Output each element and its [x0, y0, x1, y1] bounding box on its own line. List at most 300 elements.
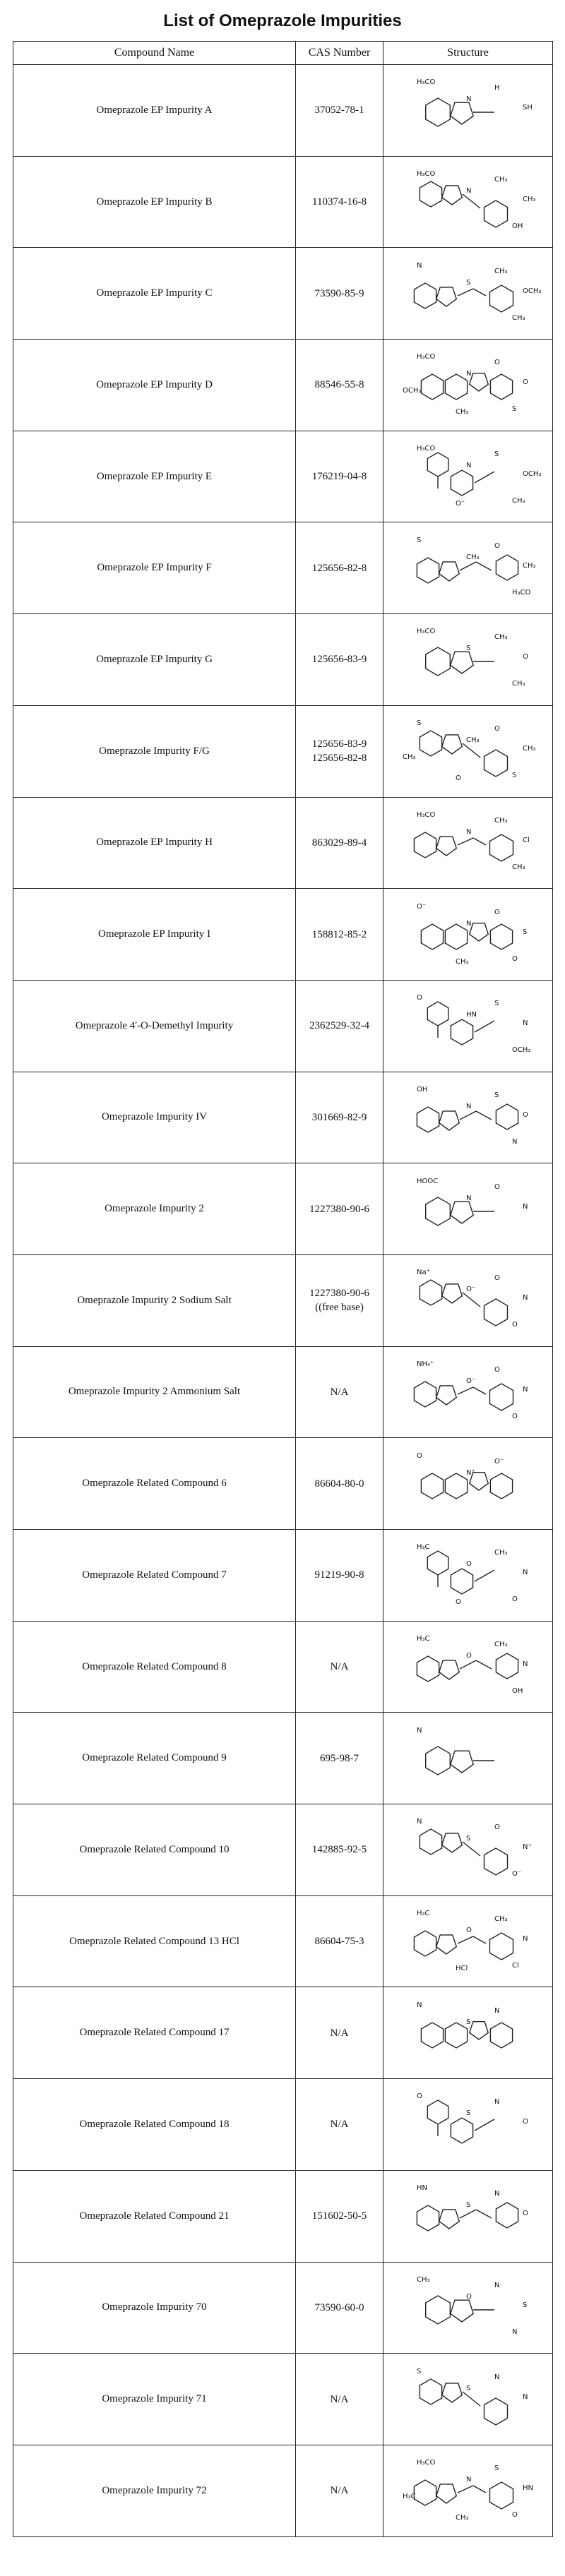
structure-atom-label: O [522, 2210, 528, 2218]
cas-number [296, 431, 383, 522]
chemical-structure-diagram [388, 984, 548, 1067]
cas-number [296, 2262, 383, 2354]
structure-atom-label: S [494, 450, 499, 459]
table-row [13, 2354, 553, 2445]
chemical-structure-diagram [388, 1808, 548, 1891]
chemical-structure-diagram [388, 1350, 548, 1434]
structure-atom-label: H₃CO [416, 353, 435, 361]
structure-atom-label: SH [522, 104, 533, 112]
structure-atom-label: Cl [511, 1962, 519, 1970]
structure-cell [383, 2445, 553, 2536]
table-row [13, 1163, 553, 1255]
structure-cell [383, 1804, 553, 1896]
structure-cell [383, 614, 553, 706]
cas-number-value: 1227380-90-6 [309, 1288, 369, 1300]
structure-atom-label: N [465, 95, 471, 104]
cas-number-value: 863029-89-4 [311, 837, 367, 849]
compound-name: Omeprazole EP Impurity F [13, 522, 296, 614]
structure-cell [383, 65, 553, 157]
structure-atom-label: S [416, 2367, 421, 2376]
cas-number-value: 1227380-90-6 [309, 1203, 369, 1215]
structure-atom-label: N [416, 1726, 422, 1735]
structure-atom-label: N [416, 2001, 422, 2009]
structure-atom-label: N [465, 827, 471, 836]
table-row [13, 431, 553, 522]
structure-atom-label: S [465, 2109, 470, 2118]
structure-cell [383, 1438, 553, 1530]
structure-atom-label: N [522, 1202, 528, 1211]
structure-atom-label: N [522, 1019, 528, 1028]
structure-atom-label: HCl [455, 1965, 468, 1973]
compound-name: Omeprazole Impurity 71 [13, 2354, 296, 2445]
structure-atom-label: H₃CO [416, 2459, 435, 2467]
cas-number-value: 86604-80-0 [314, 1478, 364, 1490]
structure-atom-label: H₃CO [416, 445, 435, 453]
chemical-structure-diagram [388, 1717, 548, 1800]
structure-atom-label: CH₃ [494, 1549, 508, 1557]
table-row [13, 797, 553, 889]
compound-name: Omeprazole EP Impurity D [13, 340, 296, 431]
compound-name: Omeprazole Related Compound 10 [13, 1804, 296, 1896]
structure-atom-label: CH₃ [455, 957, 469, 966]
structure-atom-label: O [522, 653, 528, 661]
structure-cell [383, 2354, 553, 2445]
cas-number [296, 2170, 383, 2262]
structure-cell [383, 889, 553, 981]
structure-atom-label: CH₃ [465, 736, 480, 745]
chemical-structure-diagram [388, 527, 548, 610]
structure-atom-label: N [522, 1294, 528, 1302]
cas-number [296, 1254, 383, 1346]
compound-name: Omeprazole Related Compound 6 [13, 1438, 296, 1530]
compound-name: Omeprazole Related Compound 18 [13, 2079, 296, 2171]
structure-atom-label: N [416, 1818, 422, 1826]
cas-number-value: 2362529-32-4 [309, 1020, 369, 1032]
chemical-structure-diagram [388, 1991, 548, 2075]
cas-number-value: 86604-75-3 [314, 1936, 364, 1948]
structure-atom-label: N [465, 370, 471, 378]
table-row [13, 1987, 553, 2079]
table-row [13, 1895, 553, 1987]
compound-name: Omeprazole Related Compound 7 [13, 1530, 296, 1622]
cas-number [296, 1346, 383, 1438]
structure-atom-label: N [494, 2006, 499, 2015]
structure-cell [383, 2262, 553, 2354]
cas-number [296, 1895, 383, 1987]
table-row [13, 1530, 553, 1622]
table-row [13, 1438, 553, 1530]
compound-name: Omeprazole Impurity 2 Sodium Salt [13, 1254, 296, 1346]
structure-atom-label: O [522, 378, 528, 387]
cas-number [296, 1621, 383, 1713]
compound-name: Omeprazole EP Impurity B [13, 156, 296, 248]
structure-atom-label: H₃C [416, 1543, 430, 1552]
structure-atom-label: N [494, 2373, 499, 2381]
structure-atom-label: CH₃ [494, 1641, 508, 1649]
structure-cell [383, 2170, 553, 2262]
impurity-table [13, 41, 553, 2537]
structure-atom-label: N [465, 187, 471, 196]
structure-atom-label: OH [511, 1687, 523, 1696]
structure-atom-label: S [465, 2201, 470, 2210]
structure-atom-label: OCH₃ [522, 287, 541, 295]
table-row [13, 889, 553, 981]
structure-atom-label: HOOC [416, 1177, 438, 1185]
structure-atom-label: S [494, 1091, 499, 1099]
compound-name: Omeprazole Impurity 72 [13, 2445, 296, 2536]
cas-number [296, 1713, 383, 1804]
cas-number [296, 889, 383, 981]
structure-atom-label: CH₃ [511, 680, 525, 688]
cas-number-value: 125656-82-8 [311, 562, 367, 574]
chemical-structure-diagram [388, 1168, 548, 1251]
structure-atom-label: O⁻ [416, 902, 426, 911]
structure-cell [383, 156, 553, 248]
cas-number-value: 301669-82-9 [311, 1111, 367, 1123]
structure-atom-label: CH₃ [494, 1915, 508, 1924]
structure-atom-label: N [494, 2190, 499, 2198]
cas-number-value: 151602-50-5 [311, 2210, 367, 2222]
structure-atom-label: O [416, 1451, 422, 1460]
structure-atom-label: CH₃ [511, 497, 525, 505]
structure-atom-label: CH₃ [494, 633, 508, 642]
structure-atom-label: O [494, 1365, 500, 1374]
cas-number-value: N/A [330, 1661, 349, 1673]
table-row [13, 1346, 553, 1438]
chemical-structure-diagram [388, 1442, 548, 1526]
structure-atom-label: N [465, 1194, 471, 1202]
structure-atom-label: O⁻ [465, 1377, 475, 1385]
structure-atom-label: S [522, 928, 527, 936]
structure-atom-label: HN [522, 2484, 533, 2493]
cas-number [296, 1530, 383, 1622]
compound-name: Omeprazole EP Impurity A [13, 65, 296, 157]
structure-atom-label: CH₃ [455, 2514, 469, 2522]
cas-number-value: 37052-78-1 [314, 104, 364, 116]
structure-atom-label: S [416, 536, 421, 544]
structure-atom-label: O [455, 774, 461, 783]
structure-atom-label: O⁻ [455, 500, 465, 508]
structure-cell [383, 1895, 553, 1987]
compound-name: Omeprazole EP Impurity E [13, 431, 296, 522]
compound-name: Omeprazole Impurity 2 [13, 1163, 296, 1255]
table-row [13, 1254, 553, 1346]
structure-atom-label: CH₃ [416, 2275, 430, 2284]
chemical-structure-diagram [388, 252, 548, 335]
cas-number [296, 522, 383, 614]
structure-atom-label: N [494, 2098, 499, 2107]
table-row [13, 1713, 553, 1804]
chemical-structure-diagram [388, 801, 548, 885]
cas-number [296, 248, 383, 340]
structure-atom-label: OCH₃ [511, 1046, 530, 1055]
cas-number-value: N/A [330, 2119, 349, 2131]
cas-number [296, 2354, 383, 2445]
column-header-cas-number: CAS Number [296, 42, 383, 65]
cas-number-value: 73590-85-9 [314, 287, 364, 299]
structure-atom-label: S [465, 278, 470, 287]
structure-atom-label: NH₄⁺ [416, 1360, 434, 1368]
cas-number-value: 176219-04-8 [311, 471, 367, 483]
structure-atom-label: N [522, 1935, 528, 1943]
table-row [13, 705, 553, 797]
cas-number-value: 125656-83-9 [311, 654, 367, 666]
structure-atom-label: OCH₃ [402, 387, 421, 395]
structure-cell [383, 2079, 553, 2171]
structure-cell [383, 1346, 553, 1438]
structure-cell [383, 1987, 553, 2079]
cas-number-value: 142885-92-5 [311, 1844, 367, 1856]
compound-name: Omeprazole EP Impurity C [13, 248, 296, 340]
structure-atom-label: N [522, 2392, 528, 2401]
structure-atom-label: O [511, 1321, 518, 1329]
structure-atom-label: O [494, 725, 500, 733]
table-row [13, 614, 553, 706]
structure-atom-label: O [465, 2292, 472, 2301]
compound-name: Omeprazole EP Impurity I [13, 889, 296, 981]
structure-atom-label: O [494, 1274, 500, 1283]
chemical-structure-diagram [388, 709, 548, 793]
compound-name: Omeprazole Impurity 2 Ammonium Salt [13, 1346, 296, 1438]
structure-atom-label: O [511, 954, 518, 963]
structure-atom-label: H₃CO [416, 810, 435, 819]
cas-number-value: 73590-60-0 [314, 2301, 364, 2313]
cas-number [296, 797, 383, 889]
cas-number-secondary: ((free base) [315, 1302, 364, 1314]
table-row [13, 1804, 553, 1896]
compound-name: Omeprazole 4'-O-Demethyl Impurity [13, 980, 296, 1072]
cas-number [296, 2445, 383, 2536]
table-row [13, 2445, 553, 2536]
structure-atom-label: CH₃ [402, 753, 416, 762]
chemical-structure-diagram [388, 2266, 548, 2349]
structure-cell [383, 1713, 553, 1804]
cas-number [296, 2079, 383, 2171]
cas-number [296, 980, 383, 1072]
structure-atom-label: O [522, 2118, 528, 2126]
structure-atom-label: N [522, 1385, 528, 1394]
structure-atom-label: O [455, 1598, 461, 1607]
structure-atom-label: CH₃ [465, 553, 480, 561]
chemical-structure-diagram [388, 2358, 548, 2441]
structure-atom-label: O⁻ [465, 1286, 475, 1294]
chemical-structure-diagram [388, 2174, 548, 2258]
table-row [13, 156, 553, 248]
table-row [13, 2262, 553, 2354]
structure-atom-label: S [465, 2384, 470, 2392]
cas-number-value: 158812-85-2 [311, 928, 367, 940]
structure-atom-label: S [494, 1000, 499, 1008]
table-header-row [13, 42, 553, 65]
structure-atom-label: N [416, 261, 422, 270]
compound-name: Omeprazole Impurity 70 [13, 2262, 296, 2354]
structure-cell [383, 431, 553, 522]
structure-atom-label: O⁻ [511, 1870, 521, 1879]
structure-atom-label: N [465, 2476, 471, 2484]
table-row [13, 340, 553, 431]
structure-cell [383, 340, 553, 431]
chemical-structure-diagram [388, 1076, 548, 1159]
cas-number-value: 91219-90-8 [314, 1569, 364, 1581]
chemical-structure-diagram [388, 1625, 548, 1708]
cas-number-value: N/A [330, 2485, 349, 2497]
structure-atom-label: H₃CO [416, 628, 435, 636]
chemical-structure-diagram [388, 893, 548, 976]
structure-atom-label: S [416, 719, 421, 728]
structure-atom-label: O [511, 1412, 518, 1420]
structure-atom-label: CH₃ [522, 196, 536, 204]
table-row [13, 980, 553, 1072]
structure-cell [383, 1163, 553, 1255]
cas-number-value: N/A [330, 2027, 349, 2039]
compound-name: Omeprazole Impurity F/G [13, 705, 296, 797]
structure-atom-label: O [511, 2511, 518, 2520]
structure-atom-label: O [494, 1182, 500, 1191]
structure-atom-label: OCH₃ [522, 470, 541, 479]
structure-atom-label: N⁺ [522, 1843, 532, 1852]
structure-atom-label: N [522, 1660, 528, 1669]
structure-atom-label: O [465, 1652, 472, 1660]
structure-atom-label: N [494, 2281, 499, 2289]
table-row [13, 1621, 553, 1713]
structure-cell [383, 980, 553, 1072]
cas-number [296, 1804, 383, 1896]
compound-name: Omeprazole Related Compound 17 [13, 1987, 296, 2079]
table-row [13, 248, 553, 340]
table-row [13, 2170, 553, 2262]
chemical-structure-diagram [388, 343, 548, 426]
cas-number [296, 156, 383, 248]
structure-cell [383, 522, 553, 614]
cas-number [296, 705, 383, 797]
structure-atom-label: O [511, 1595, 518, 1604]
table-row [13, 65, 553, 157]
chemical-structure-diagram [388, 1900, 548, 1983]
structure-atom-label: H₃C [416, 1910, 430, 1918]
structure-atom-label: O⁻ [494, 1457, 504, 1466]
compound-name: Omeprazole Related Compound 8 [13, 1621, 296, 1713]
chemical-structure-diagram [388, 2083, 548, 2166]
structure-atom-label: CH₃ [522, 561, 536, 570]
structure-atom-label: CH₃ [455, 408, 469, 417]
structure-atom-label: O [494, 1823, 500, 1832]
cas-number [296, 1438, 383, 1530]
chemical-structure-diagram [388, 1533, 548, 1617]
structure-cell [383, 1621, 553, 1713]
cas-number-value: N/A [330, 1386, 349, 1398]
compound-name: Omeprazole Related Compound 21 [13, 2170, 296, 2262]
structure-atom-label: S [465, 645, 470, 653]
compound-name: Omeprazole Related Compound 9 [13, 1713, 296, 1804]
structure-atom-label: CH₃ [522, 745, 536, 753]
structure-cell [383, 797, 553, 889]
cas-number [296, 1163, 383, 1255]
structure-atom-label: CH₃ [494, 176, 508, 184]
chemical-structure-diagram [388, 2449, 548, 2532]
cas-number [296, 1987, 383, 2079]
cas-number-value: 695-98-7 [320, 1752, 359, 1764]
cas-number [296, 340, 383, 431]
compound-name: Omeprazole Related Compound 13 HCl [13, 1895, 296, 1987]
compound-name: Omeprazole EP Impurity G [13, 614, 296, 706]
structure-atom-label: N [522, 1569, 528, 1577]
structure-cell [383, 248, 553, 340]
structure-atom-label: O [416, 2092, 422, 2101]
structure-atom-label: N [511, 1137, 517, 1146]
structure-atom-label: OH [416, 1085, 427, 1094]
structure-atom-label: S [511, 405, 516, 414]
cas-number [296, 65, 383, 157]
chemical-structure-diagram [388, 1259, 548, 1342]
structure-atom-label: O [416, 994, 422, 1002]
column-header-compound-name: Compound Name [13, 42, 296, 65]
structure-atom-label: CH₃ [494, 816, 508, 825]
structure-atom-label: H [494, 84, 500, 92]
structure-atom-label: S [465, 2018, 470, 2026]
structure-atom-label: S [511, 772, 516, 780]
structure-atom-label: N⁺ [465, 1468, 475, 1477]
structure-atom-label: H₃C [416, 1635, 430, 1643]
cas-number-value: 125656-83-9 [311, 738, 367, 750]
structure-atom-label: N [465, 1102, 471, 1110]
compound-name: Omeprazole Impurity IV [13, 1072, 296, 1163]
structure-atom-label: H₃CO [416, 170, 435, 179]
structure-atom-label: Na⁺ [416, 1269, 430, 1277]
cas-number-value: N/A [330, 2393, 349, 2405]
cas-number [296, 614, 383, 706]
cas-number [296, 1072, 383, 1163]
structure-atom-label: S [522, 2301, 527, 2309]
chemical-structure-diagram [388, 68, 548, 152]
structure-atom-label: N [511, 2328, 517, 2336]
structure-atom-label: OH [511, 222, 523, 231]
cas-number-secondary: 125656-82-8 [311, 753, 367, 765]
cas-number-value: 110374-16-8 [312, 196, 367, 208]
structure-atom-label: H₃CO [511, 588, 530, 597]
structure-atom-label: O [465, 1927, 472, 1935]
page-title: List of Omeprazole Impurities [163, 11, 402, 30]
cas-number-value: 88546-55-8 [314, 379, 364, 391]
structure-atom-label: O [494, 359, 500, 367]
structure-atom-label: O [494, 908, 500, 916]
table-row [13, 522, 553, 614]
structure-atom-label: N [465, 462, 471, 470]
chemical-structure-diagram [388, 435, 548, 518]
structure-atom-label: N [465, 919, 471, 928]
table-row [13, 2079, 553, 2171]
structure-atom-label: S [494, 2464, 499, 2473]
chemical-structure-diagram [388, 618, 548, 701]
structure-atom-label: H₃C [402, 2493, 416, 2501]
structure-atom-label: Cl [522, 836, 530, 844]
structure-atom-label: S [465, 1835, 470, 1843]
structure-cell [383, 1254, 553, 1346]
structure-atom-label: O [522, 1110, 528, 1119]
structure-atom-label: CH₃ [494, 267, 508, 275]
structure-atom-label: O [465, 1560, 472, 1569]
structure-atom-label: CH₃ [511, 863, 525, 871]
structure-cell [383, 1072, 553, 1163]
structure-atom-label: O [494, 541, 500, 550]
structure-atom-label: H₃CO [416, 78, 435, 87]
table-row [13, 1072, 553, 1163]
structure-cell [383, 705, 553, 797]
structure-atom-label: HN [465, 1011, 477, 1019]
chemical-structure-diagram [388, 160, 548, 244]
structure-atom-label: CH₃ [511, 313, 525, 322]
structure-atom-label: HN [416, 2184, 427, 2193]
column-header-structure: Structure [383, 42, 553, 65]
